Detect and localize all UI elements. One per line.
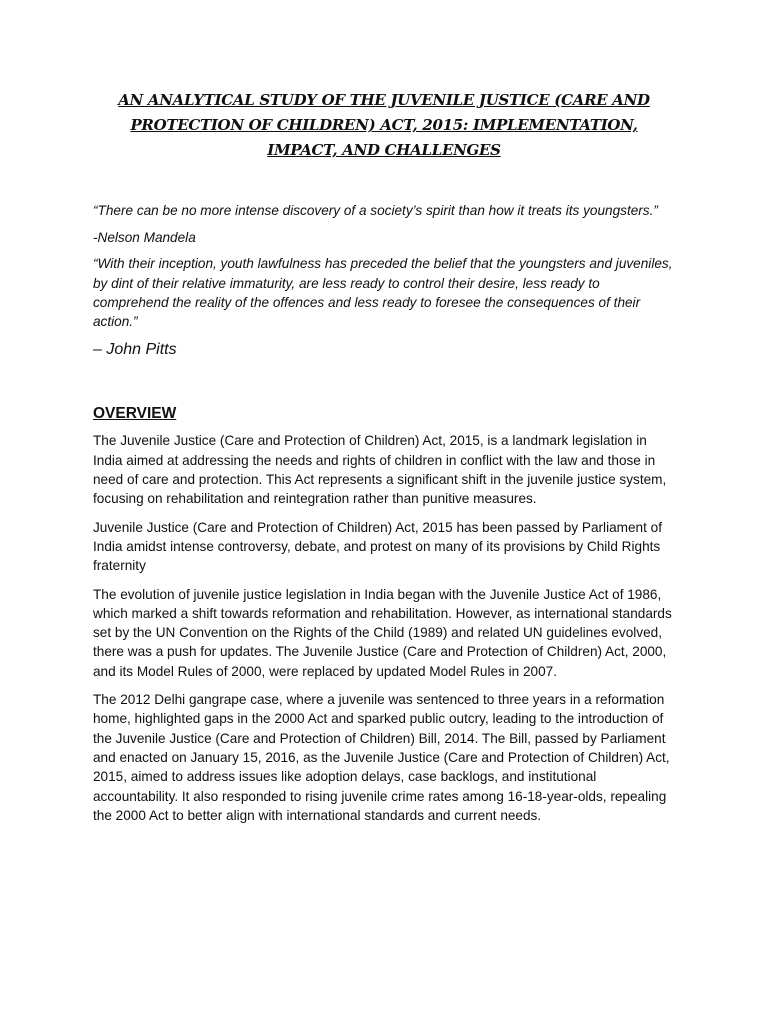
attribution-mandela: -Nelson Mandela bbox=[93, 230, 196, 246]
overview-paragraph-2: Juvenile Justice (Care and Protection of Children) Act, 2015 has been passed by Parliament of India amidst intense controversy, debate, and protest on many of its provisions by Child Rights fraternity bbox=[93, 519, 662, 574]
attribution-pitts: – John Pitts bbox=[93, 341, 177, 359]
document-title: AN ANALYTICAL STUDY OF THE JUVENILE JUSTICE (CARE AND PROTECTION OF CHILDREN) ACT, 2015: IMPLEMENTATION, IMPACT, AND CHALLENGES bbox=[118, 91, 650, 159]
overview-paragraph-3: The evolution of juvenile justice legislation in India began with the Juvenile Justice Act of 1986, which marked a shift towards reformation and rehabilitation. However, as international standards set by the UN Convention on the Rights of the Child (1989) and related UN guidelines evolved, there was a push for updates. The Juvenile Justice (Care and Protection of Children) Act, 2000, and its Model Rules of 2000, were replaced by updated Model Rules in 2007. bbox=[93, 586, 672, 679]
quote-pitts: “With their inception, youth lawfulness has preceded the belief that the youngsters and juveniles, by dint of their relative immaturity, are less ready to control their desire, less ready to comprehend the reality of the offences and less ready to foresee the consequences of their action.” bbox=[93, 256, 673, 330]
overview-heading: OVERVIEW bbox=[93, 405, 177, 423]
overview-paragraph-1: The Juvenile Justice (Care and Protection of Children) Act, 2015, is a landmark legislation in India aimed at addressing the needs and rights of children in conflict with the law and those in need of care and protection. This Act represents a significant shift in the juvenile justice system, focusing on rehabilitation and reintegration rather than punitive measures. bbox=[93, 433, 667, 507]
quote-mandela: “There can be no more intense discovery of a society’s spirit than how it treats its youngsters.” bbox=[93, 203, 658, 218]
overview-paragraph-4: The 2012 Delhi gangrape case, where a juvenile was sentenced to three years in a reformation home, highlighted gaps in the 2000 Act and sparked public outcry, leading to the introduction of the Juvenile Justice (Care and Protection of Children) Bill, 2014. The Bill, passed by Parliament and enacted on January 15, 2016, as the Juvenile Justice (Care and Protection of Children) Act, 2015, aimed to address issues like adoption delays, case backlogs, and institutional accountability. It also responded to rising juvenile crime rates among 16-18-year-olds, repealing the 2000 Act to better align with international standards and current needs. bbox=[93, 692, 670, 823]
